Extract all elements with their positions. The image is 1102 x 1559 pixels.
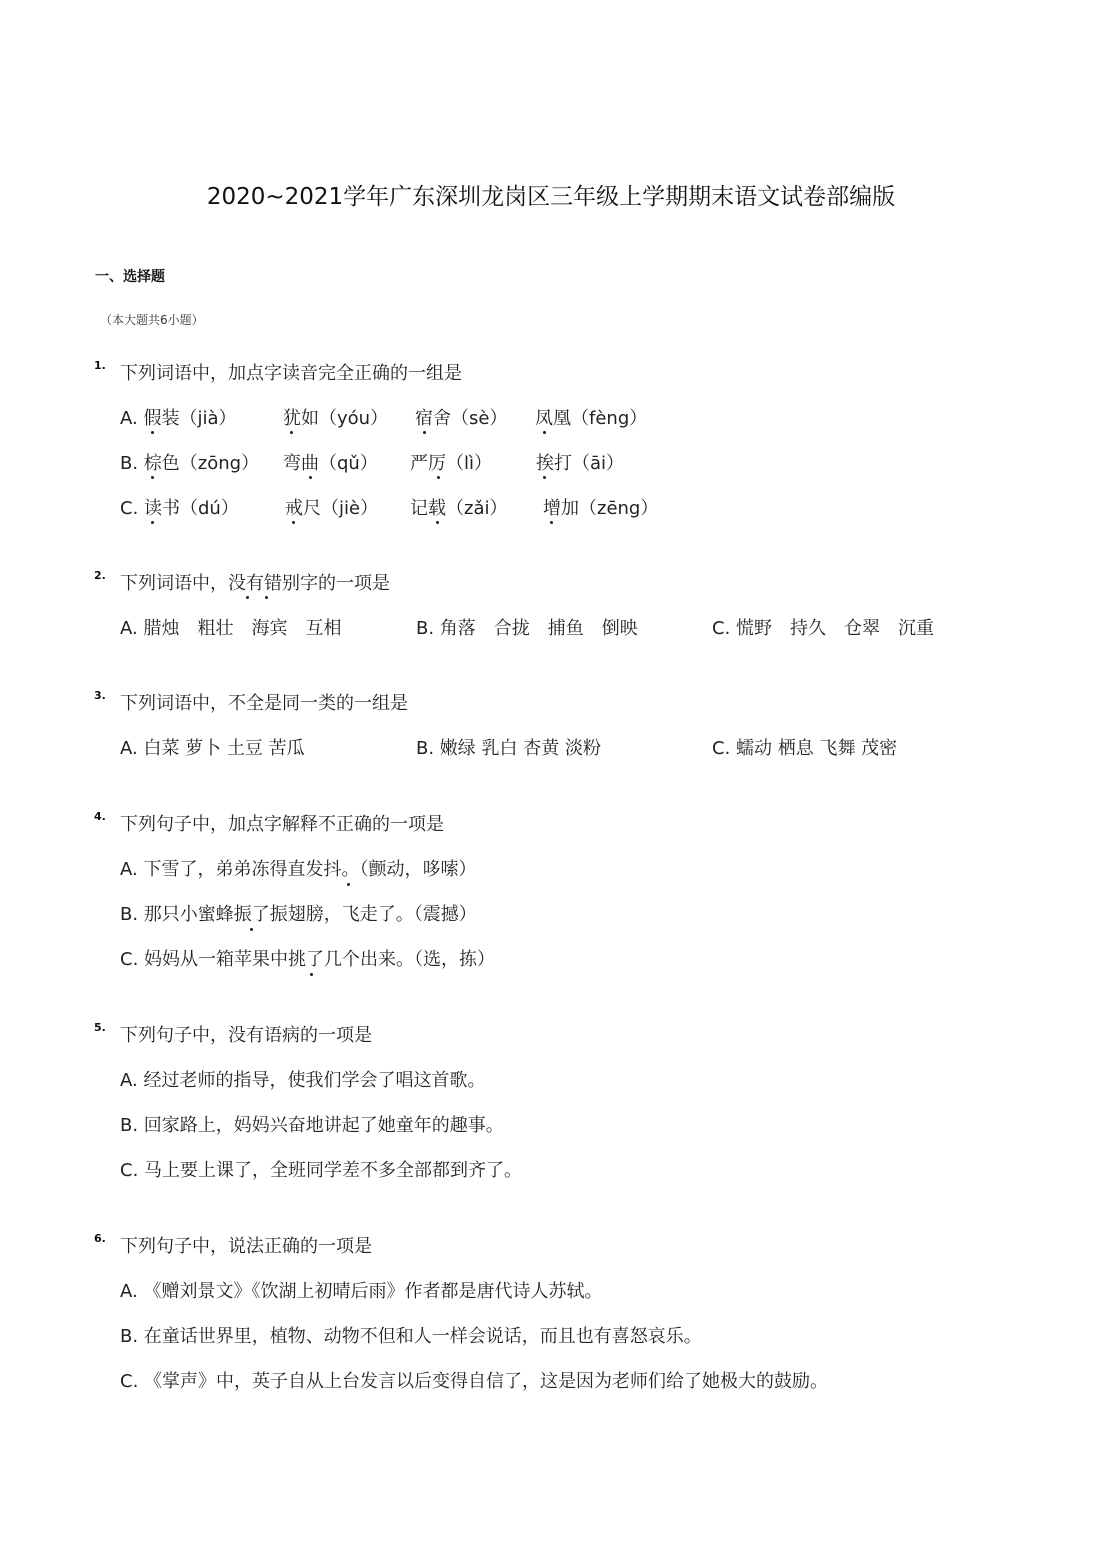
question-stem: 下列词语中，没有错别字的一项是 <box>120 573 390 594</box>
option-b-word-2: 弯曲（qǔ） <box>283 453 378 474</box>
option-b: B. 那只小蜜蜂振了振翅膀，飞走了。（震撼） <box>120 904 477 925</box>
emphasis-dot <box>550 521 553 524</box>
emphasis-dot <box>151 431 154 434</box>
emphasis-dot <box>265 596 268 599</box>
option-a-word-2: 犹如（yóu） <box>283 408 389 429</box>
emphasis-dot <box>543 431 546 434</box>
question-number: 6. <box>94 1232 106 1245</box>
option-a-word-1: A. 假装（jià） <box>120 408 237 429</box>
section-heading: 一、选择题 <box>95 269 165 285</box>
option-c: C. 慌野 持久 仓翠 沉重 <box>712 618 935 639</box>
question-number: 2. <box>94 569 106 582</box>
section-note: （本大题共6小题） <box>100 313 204 327</box>
option-c-word-3: 记载（zǎi） <box>410 498 508 519</box>
page-title: 2020~2021学年广东深圳龙岗区三年级上学期期末语文试卷部编版 <box>206 184 896 210</box>
question-number: 4. <box>94 810 106 823</box>
emphasis-dot <box>290 431 293 434</box>
emphasis-dot <box>423 431 426 434</box>
option-b: B. 在童话世界里，植物、动物不但和人一样会说话，而且也有喜怒哀乐。 <box>120 1326 702 1347</box>
question-stem: 下列句子中，没有语病的一项是 <box>120 1025 372 1046</box>
emphasis-dot <box>437 476 440 479</box>
option-b: B. 嫩绿 乳白 杏黄 淡粉 <box>416 738 601 759</box>
emphasis-dot <box>309 476 312 479</box>
emphasis-dot <box>250 928 253 931</box>
option-b-word-1: B. 棕色（zōng） <box>120 453 260 474</box>
question-stem: 下列句子中，说法正确的一项是 <box>120 1236 372 1257</box>
option-c: C. 《掌声》中，英子自从上台发言以后变得自信了，这是因为老师们给了她极大的鼓励。 <box>120 1371 829 1392</box>
option-a: A. 白菜 萝卜 土豆 苦瓜 <box>120 738 305 759</box>
emphasis-dot <box>436 521 439 524</box>
option-b-word-4: 挨打（āi） <box>536 453 625 474</box>
question-number: 1. <box>94 359 106 372</box>
emphasis-dot <box>246 596 249 599</box>
emphasis-dot <box>347 883 350 886</box>
option-b: B. 角落 合拢 捕鱼 倒映 <box>416 618 638 639</box>
option-c: C. 马上要上课了，全班同学差不多全部都到齐了。 <box>120 1160 523 1181</box>
emphasis-dot <box>310 973 313 976</box>
option-c-word-4: 增加（zēng） <box>543 498 659 519</box>
option-a-word-3: 宿舍（sè） <box>415 408 508 429</box>
option-c: C. 妈妈从一箱苹果中挑了几个出来。（选，拣） <box>120 949 496 970</box>
emphasis-dot <box>543 476 546 479</box>
option-a: A. 腊烛 粗壮 海宾 互相 <box>120 618 342 639</box>
emphasis-dot <box>151 476 154 479</box>
option-b: B. 回家路上，妈妈兴奋地讲起了她童年的趣事。 <box>120 1115 504 1136</box>
question-stem: 下列词语中，不全是同一类的一组是 <box>120 693 408 714</box>
option-a-word-4: 凤凰（fèng） <box>535 408 648 429</box>
option-a: A. 下雪了，弟弟冻得直发抖。（颤动，哆嗦） <box>120 859 477 880</box>
option-b-word-3: 严厉（lì） <box>410 453 493 474</box>
option-a: A. 《赠刘景文》《饮湖上初晴后雨》作者都是唐代诗人苏轼。 <box>120 1281 603 1302</box>
question-number: 5. <box>94 1021 106 1034</box>
option-c-word-2: 戒尺（jiè） <box>285 498 379 519</box>
emphasis-dot <box>151 521 154 524</box>
question-stem: 下列词语中，加点字读音完全正确的一组是 <box>120 363 462 384</box>
option-a: A. 经过老师的指导，使我们学会了唱这首歌。 <box>120 1070 486 1091</box>
question-number: 3. <box>94 689 106 702</box>
emphasis-dot <box>292 521 295 524</box>
question-stem: 下列句子中，加点字解释不正确的一项是 <box>120 814 444 835</box>
option-c-word-1: C. 读书（dú） <box>120 498 239 519</box>
option-c: C. 蠕动 栖息 飞舞 茂密 <box>712 738 898 759</box>
